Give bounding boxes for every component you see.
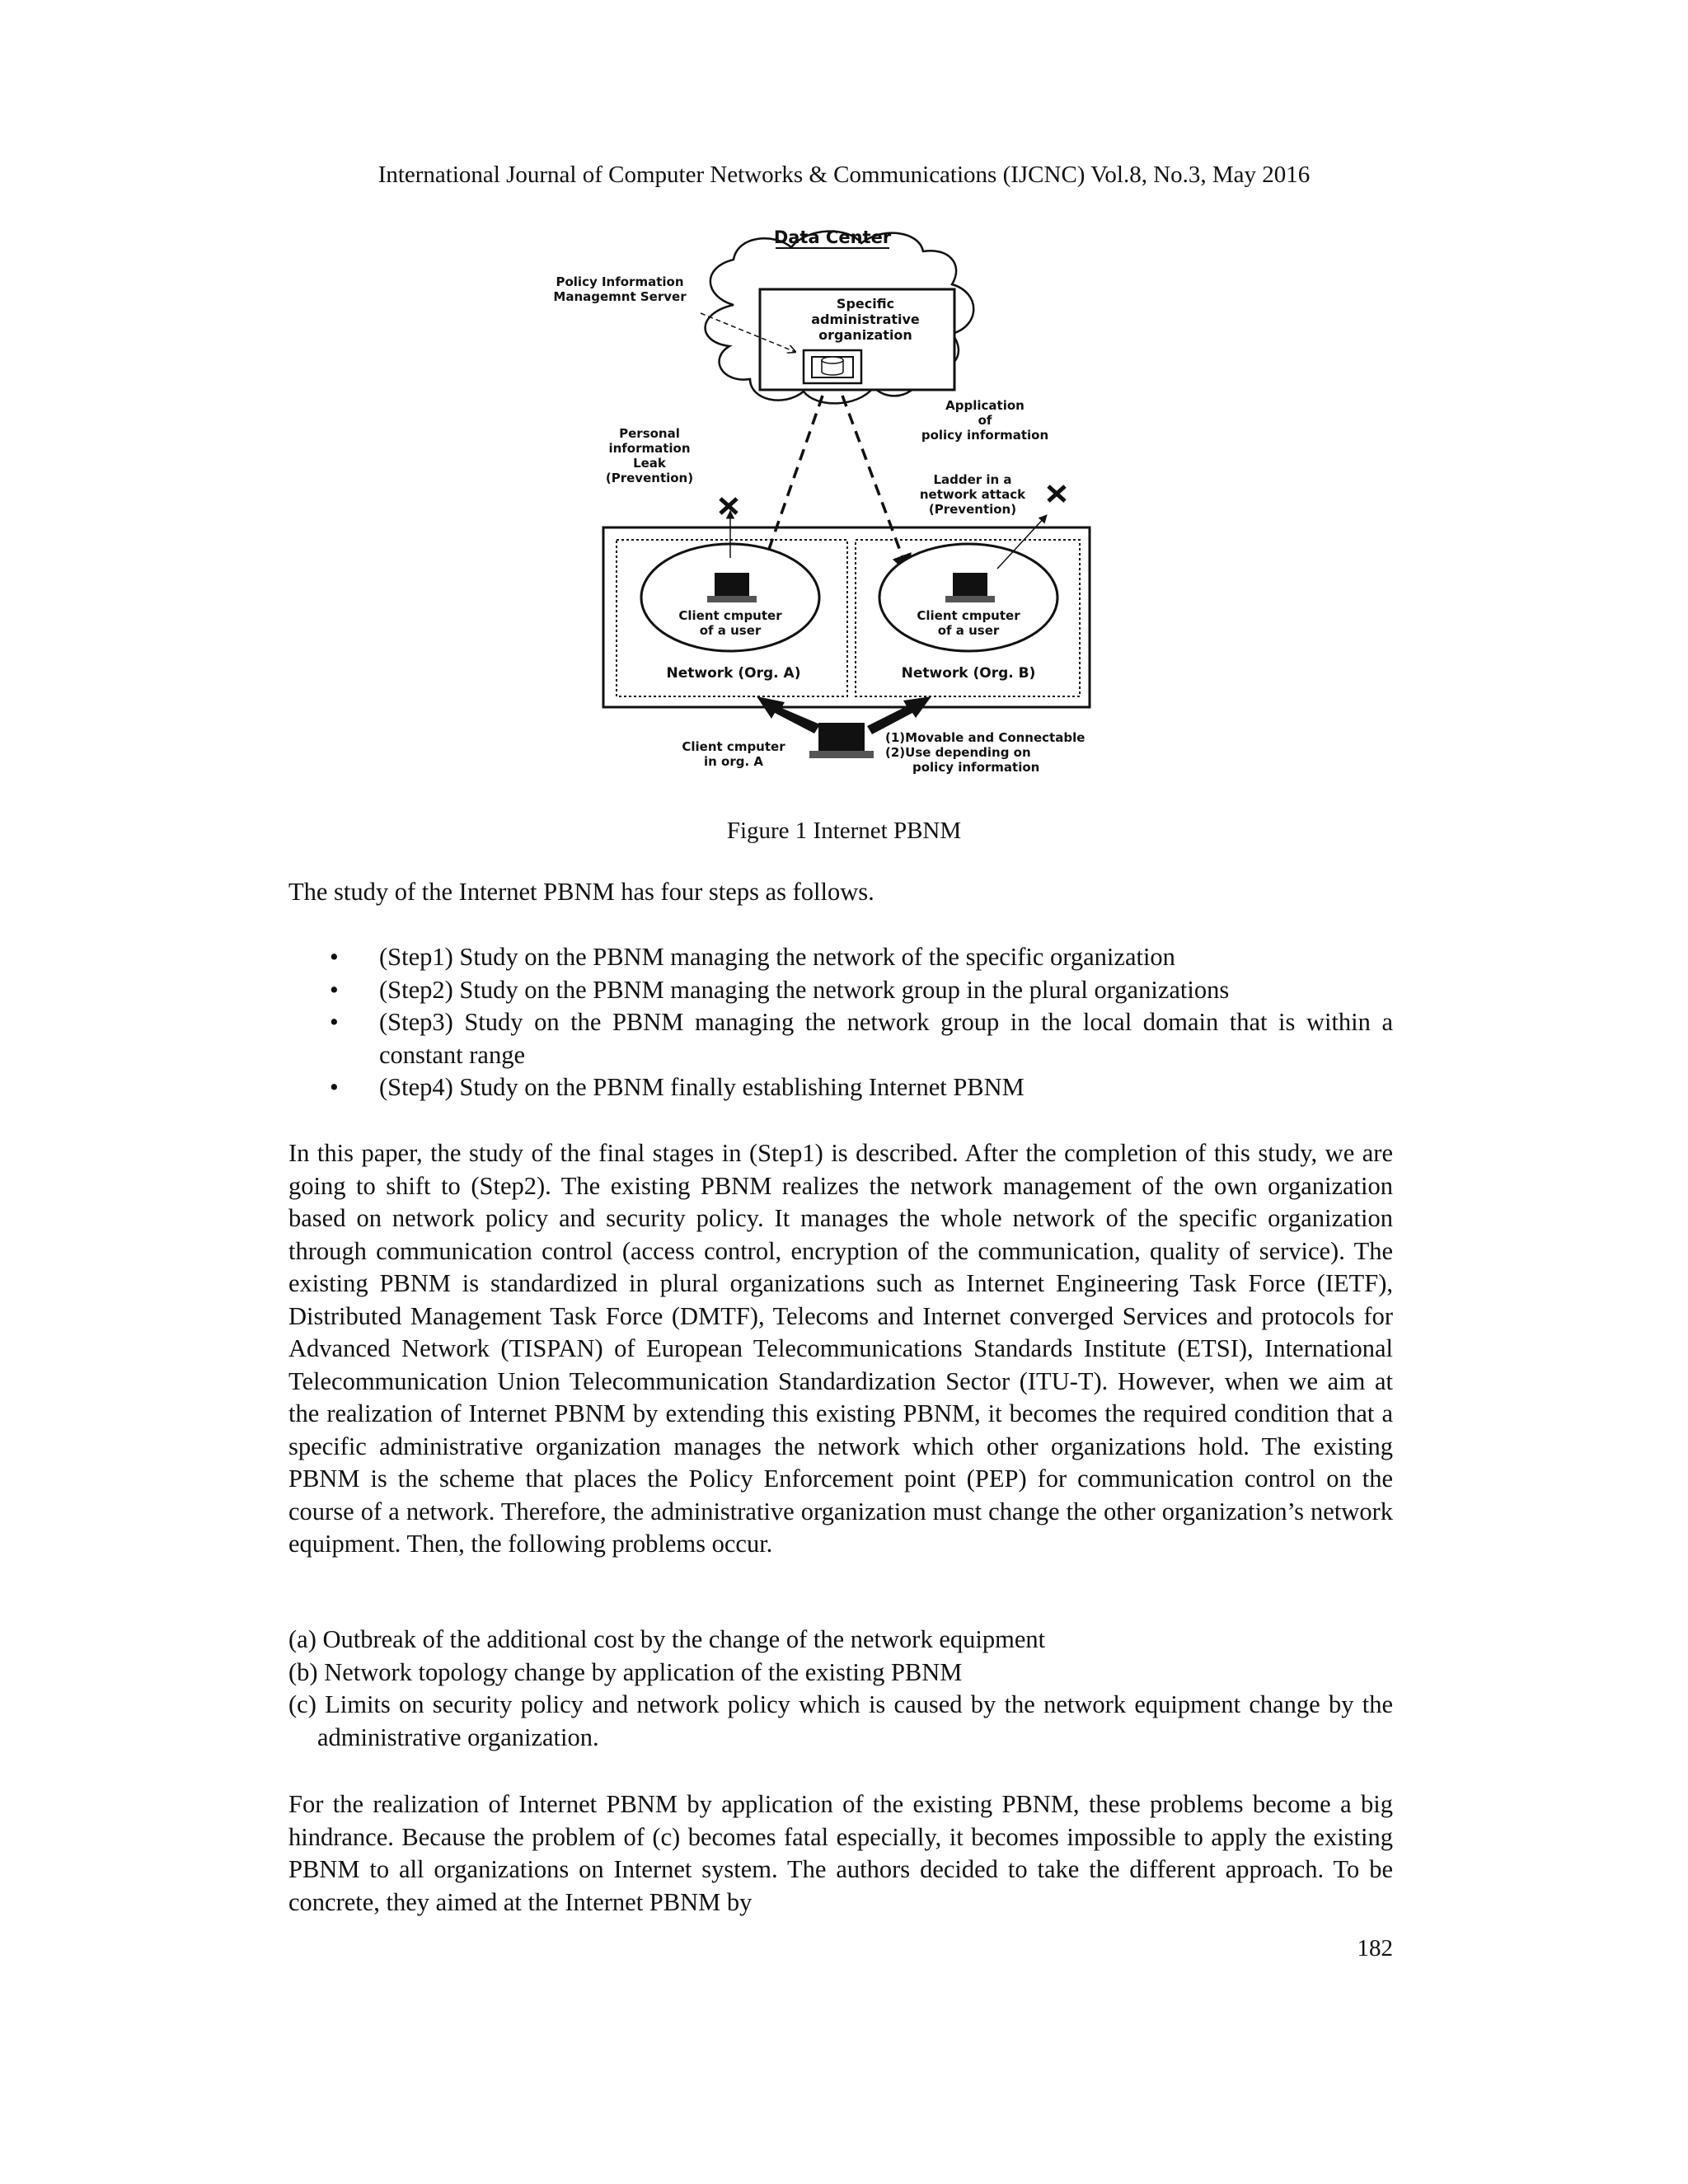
client-a-label-2: of a user <box>699 623 762 638</box>
move-arrow-right <box>867 696 931 734</box>
client-b-label-1: Client cmputer <box>917 608 1020 623</box>
mobile-label-1: Client cmputer <box>682 739 785 754</box>
server-label-1: Policy Information <box>556 274 684 289</box>
problem-item: (a) Outbreak of the additional cost by the change of the network equipment <box>288 1625 1046 1653</box>
intro-text: The study of the Internet PBNM has four steps as follows. <box>288 878 874 906</box>
apply-label-1: Application <box>945 398 1025 413</box>
steps-list <box>288 941 1393 1104</box>
note-1: (1)Movable and Connectable <box>885 730 1085 745</box>
apply-label-2: of <box>978 413 992 428</box>
blocked-x-icon-b <box>1048 486 1065 501</box>
figure-internet-pbnm <box>528 218 1154 804</box>
problem-item: (c) Limits on security policy and network policy which is caused by the network equipment change by the administrative organization. <box>288 1690 1393 1751</box>
bullet-icon: • <box>330 1008 339 1036</box>
client-b-label-2: of a user <box>937 623 1000 638</box>
problem-item: (b) Network topology change by application of the existing PBNM <box>288 1657 963 1686</box>
data-center-title: Data Center <box>773 227 892 247</box>
problems-list <box>288 1624 1393 1754</box>
org-label-1: Specific <box>836 296 895 312</box>
page-number: 182 <box>1357 1935 1393 1961</box>
note-2: (2)Use depending on <box>885 745 1031 760</box>
paragraph-2: For the realization of Internet PBNM by application of the existing PBNM, these problems become a big hindrance. Because the problem of (c) becomes fatal especially, it becomes impossible to apply the existing PBNM to all organizations on Internet system. The authors decided to take the different approach. To be concrete, they aimed at the Internet PBNM by <box>288 1790 1393 1916</box>
ladder-label-2: network attack <box>919 487 1026 502</box>
server-label-2: Managemnt Server <box>553 289 687 304</box>
leak-label-3: Leak <box>633 456 666 471</box>
pbnm-diagram <box>528 218 1154 804</box>
move-arrow-left <box>757 696 820 733</box>
apply-label-3: policy information <box>921 428 1049 443</box>
bullet-icon: • <box>330 975 339 1004</box>
note-3: policy information <box>912 760 1040 775</box>
laptop-icon-b <box>945 573 995 602</box>
ladder-label-3: (Prevention) <box>928 502 1017 517</box>
step-item: • (Step4) Study on the PBNM finally establishing Internet PBNM <box>288 1071 1393 1104</box>
network-org-a-label: Network (Org. A) <box>666 665 801 682</box>
figure-caption: Figure 1 Internet PBNM <box>726 818 962 844</box>
running-header: International Journal of Computer Networks & Communications (IJCNC) Vol.8, No.3, May 2016 <box>377 162 1311 188</box>
client-a-label-1: Client cmputer <box>678 608 782 623</box>
org-label-2: administrative <box>811 312 920 327</box>
org-label-3: organization <box>818 327 912 343</box>
network-org-b-label: Network (Org. B) <box>901 665 1036 682</box>
laptop-icon-a <box>707 573 757 602</box>
bullet-icon: • <box>330 943 339 971</box>
paragraph-1: In this paper, the study of the final stages in (Step1) is described. After the completion of this study, we are going to shift to (Step2). The existing PBNM realizes the network management of the own organization based on network policy and security policy. It manages the whole network of the specific organization through communication control (access control, encryption of the communication, quality of service). The existing PBNM is standardized in plural organizations such as Internet Engineering Task Force (IETF), Distributed Management Task Force (DMTF), Telecoms and Internet converged Services and protocols for Advanced Network (TISPAN) of European Telecommunications Standards Institute (ETSI), International Telecommunication Union Telecommunication Standardization Sector (ITU-T). However, when we aim at the realization of Internet PBNM by extending this existing PBNM, it becomes the required condition that a specific administrative organization manages the network which other organizations hold. The existing PBNM is the scheme that places the Policy Enforcement point (PEP) for communication control on the course of a network. Therefore, the administrative organization must change the other organization’s network equipment. Then, the following problems occur. <box>288 1139 1393 1558</box>
ladder-label-1: Ladder in a <box>933 472 1012 487</box>
step-item: • (Step3) Study on the PBNM managing the network group in the local domain that is within a constant range <box>330 1008 1393 1069</box>
leak-label-1: Personal <box>619 426 680 441</box>
step-item: • (Step2) Study on the PBNM managing the network group in the plural organizations <box>288 974 1393 1007</box>
mobile-label-2: in org. A <box>703 754 764 769</box>
blocked-x-icon-a <box>720 499 737 513</box>
bullet-icon: • <box>330 1073 339 1101</box>
step-item: • (Step1) Study on the PBNM managing the network of the specific organization <box>288 941 1393 974</box>
leak-label-4: (Prevention) <box>605 471 694 485</box>
laptop-icon-mobile <box>809 723 874 758</box>
leak-label-2: information <box>608 441 691 456</box>
